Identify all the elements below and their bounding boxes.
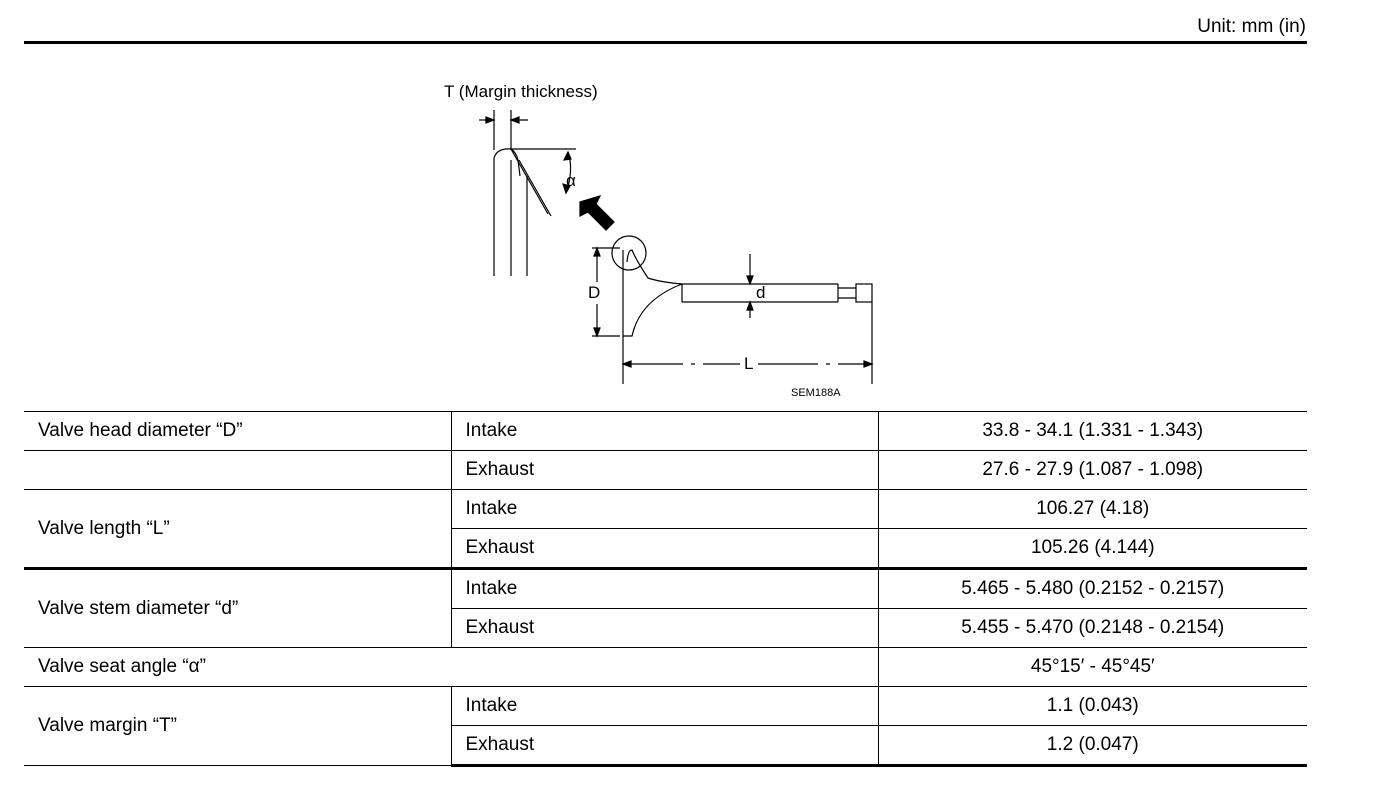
value-cell: 105.26 (4.144): [878, 529, 1307, 569]
figure-code: SEM188A: [791, 387, 841, 399]
valve-head-top: [627, 250, 682, 284]
sub-cell: Exhaust: [451, 609, 878, 648]
table-row: [24, 451, 1307, 490]
value-cell: 1.1 (0.043): [878, 687, 1307, 726]
param-cell: Valve length “L”: [24, 490, 451, 569]
table-row: [24, 569, 1307, 609]
margin-arrowhead-left: [486, 117, 494, 123]
valve-head: [623, 250, 682, 336]
valve-spec-table: [24, 411, 1307, 767]
value-cell: 106.27 (4.18): [878, 490, 1307, 529]
stem-arrow-top: [747, 276, 753, 284]
d-head-arrow-bottom: [594, 328, 600, 336]
alpha-arrowhead-top: [564, 152, 571, 160]
sub-cell: Intake: [451, 412, 878, 451]
table-row: [24, 490, 1307, 529]
value-cell: 27.6 - 27.9 (1.087 - 1.098): [878, 451, 1307, 490]
param-cell: [24, 451, 451, 490]
sub-cell: Intake: [451, 490, 878, 529]
valve-stem-tip: [856, 284, 872, 302]
table-row: [24, 412, 1307, 451]
param-cell: Valve margin “T”: [24, 687, 451, 766]
length-arrow-left: [623, 361, 631, 367]
table-row: [24, 648, 1307, 687]
param-cell: Valve stem diameter “d”: [24, 569, 451, 648]
value-cell: 45°15′ - 45°45′: [878, 648, 1307, 687]
sub-cell: Exhaust: [451, 726, 878, 766]
param-cell: Valve seat angle “α”: [24, 648, 878, 687]
stem-diameter-label: d: [756, 283, 766, 302]
value-cell: 1.2 (0.047): [878, 726, 1307, 766]
value-cell: 5.465 - 5.480 (0.2152 - 0.2157): [878, 569, 1307, 609]
margin-thickness-label: T (Margin thickness): [444, 82, 598, 101]
length-label: L: [744, 354, 754, 373]
sub-cell: Exhaust: [451, 451, 878, 490]
detail-seat-edge: [519, 160, 551, 216]
head-diameter-label: D: [588, 283, 601, 302]
sub-cell: Exhaust: [451, 529, 878, 569]
stem-arrow-bottom: [747, 302, 753, 310]
value-cell: 33.8 - 34.1 (1.331 - 1.343): [878, 412, 1307, 451]
unit-label: Unit: mm (in): [1197, 16, 1306, 37]
d-head-arrow-top: [594, 248, 600, 256]
value-cell: 5.455 - 5.470 (0.2148 - 0.2154): [878, 609, 1307, 648]
detail-head-outline: [494, 149, 520, 276]
sub-cell: Intake: [451, 569, 878, 609]
table-row: [24, 687, 1307, 726]
sub-cell: Intake: [451, 687, 878, 726]
alpha-label: α: [566, 171, 576, 190]
detail-seat-face: [511, 149, 548, 214]
detail-pointer-arrow: [580, 196, 614, 230]
margin-arrowhead-right: [511, 117, 519, 123]
length-arrow-right: [864, 361, 872, 367]
param-cell: Valve head diameter “D”: [24, 412, 451, 451]
